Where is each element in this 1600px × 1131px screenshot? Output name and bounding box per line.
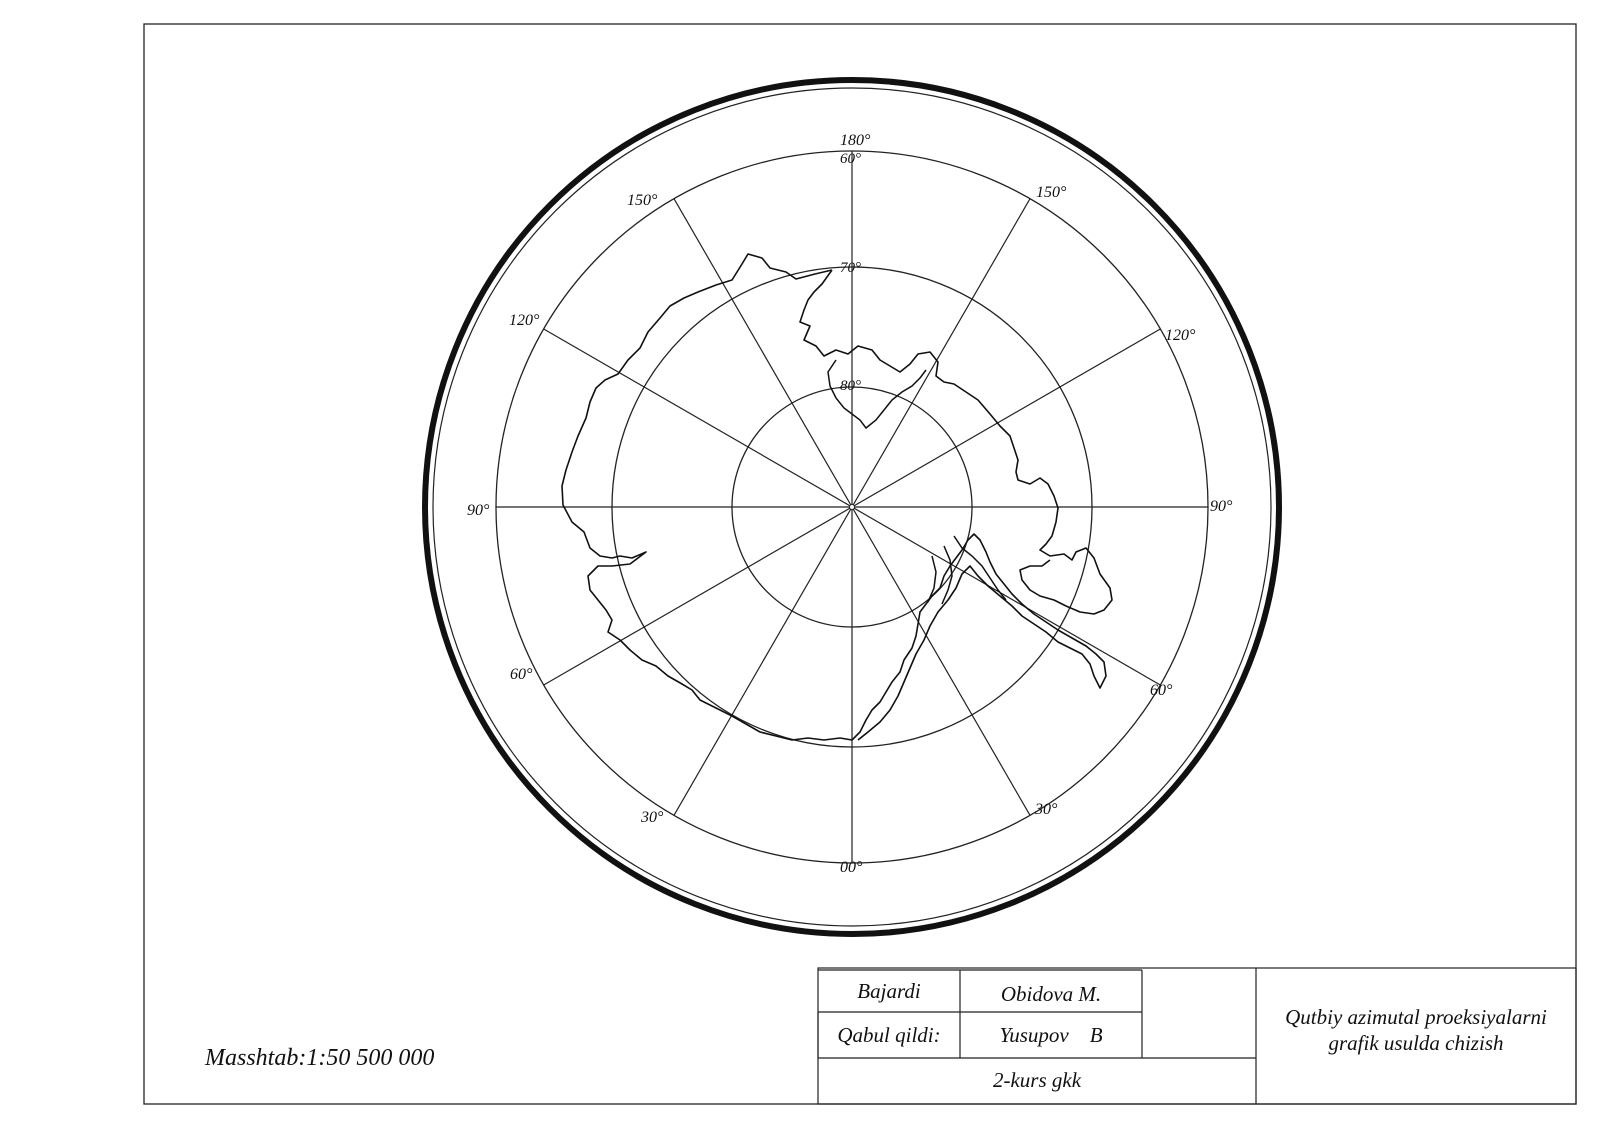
performed-by-label: Bajardi — [857, 979, 921, 1003]
meridian-label-30-right: 30° — [1035, 801, 1058, 818]
meridian-label-30-left: 30° — [641, 809, 664, 826]
drawing-title — [1256, 990, 1576, 1070]
meridian-label-120-left: 120° — [509, 312, 540, 329]
drawing-frame — [144, 24, 1576, 1104]
parallel-label-60: 60° — [840, 151, 861, 167]
parallel-label-80: 80° — [840, 378, 861, 394]
meridian-label-120-right: 120° — [1165, 327, 1196, 344]
meridian-label-60-right: 60° — [1150, 682, 1173, 699]
meridian-label-90-left: 90° — [467, 502, 490, 519]
meridian-label-90-right: 90° — [1210, 498, 1233, 515]
map-scale: Masshtab:1:50 500 000 — [205, 1045, 435, 1071]
accepted-by-label: Qabul qildi: — [837, 1023, 941, 1047]
parallel-label-70: 70° — [840, 260, 861, 276]
meridian-label-180: 180° — [840, 132, 871, 149]
meridian-label-0: 00° — [840, 859, 863, 876]
drawing-title-line1: Qutbiy azimutal proeksiyalarni — [1285, 1005, 1547, 1029]
meridian-label-150-right: 150° — [1036, 184, 1067, 201]
antarctica-coastline-east — [800, 270, 1112, 614]
drawing-title-line2: grafik usulda chizish — [1328, 1031, 1504, 1055]
group-label: 2-kurs gkk — [992, 1068, 1082, 1092]
ross-ice-coast — [828, 360, 926, 428]
accepted-by-value: Yusupov B — [999, 1023, 1103, 1047]
performed-by-value: Obidova M. — [1000, 982, 1102, 1006]
meridian-label-150-left: 150° — [627, 192, 658, 209]
meridian-label-60-left: 60° — [510, 666, 533, 683]
pole-point — [850, 505, 855, 510]
